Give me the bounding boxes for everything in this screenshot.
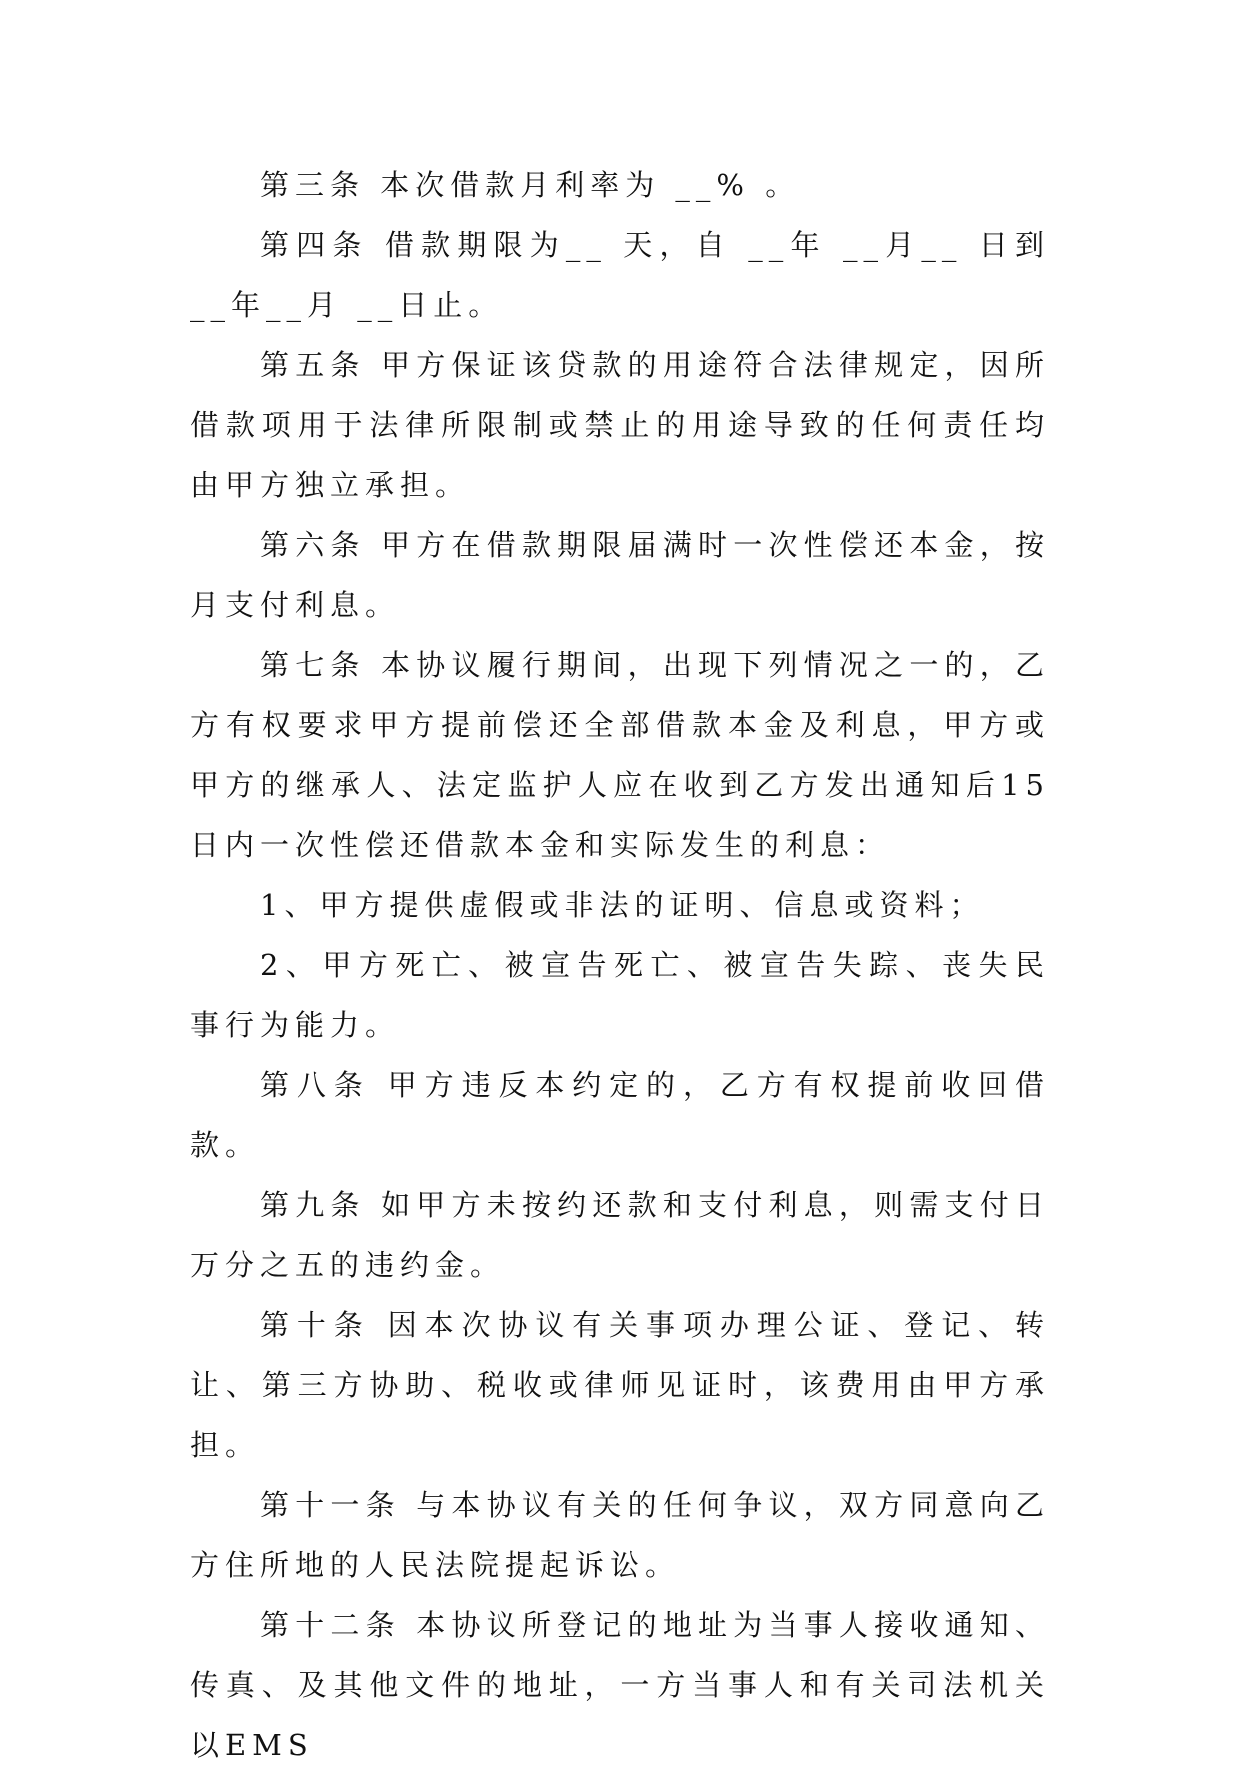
- article-5-loan-purpose: 第五条 甲方保证该贷款的用途符合法律规定，因所借款项用于法律所限制或禁止的用途导致的任何责任均由甲方独立承担。: [190, 348, 1050, 502]
- article-3-interest-rate: 第三条 本次借款月利率为 __% 。: [260, 168, 801, 202]
- article-12-notice-address: 第十二条 本协议所登记的地址为当事人接收通知、传真、及其他文件的地址，一方当事人和有关司法机关以EMS: [190, 1608, 1050, 1762]
- article-10-fees: 第十条 因本次协议有关事项办理公证、登记、转让、第三方协助、税收或律师见证时，该费用由甲方承担。: [190, 1308, 1050, 1462]
- article-7-item-1: 1、甲方提供虚假或非法的证明、信息或资料；: [260, 888, 985, 922]
- article-7-item-2: 2、甲方死亡、被宣告死亡、被宣告失踪、丧失民事行为能力。: [190, 948, 1050, 1042]
- article-9-penalty: 第九条 如甲方未按约还款和支付利息，则需支付日万分之五的违约金。: [190, 1188, 1050, 1282]
- article-7-early-repayment: 第七条 本协议履行期间，出现下列情况之一的，乙方有权要求甲方提前偿还全部借款本金及利息，甲方或甲方的继承人、法定监护人应在收到乙方发出通知后15日内一次性偿还借款本金和实际发生的利息：: [190, 648, 1050, 862]
- document-body: [190, 155, 1050, 1775]
- article-8-breach: 第八条 甲方违反本约定的，乙方有权提前收回借款。: [190, 1068, 1050, 1162]
- article-4-loan-term: 第四条 借款期限为__ 天，自 __年 __月__ 日到 __年__月 __日止。: [190, 228, 1050, 322]
- article-11-disputes: 第十一条 与本协议有关的任何争议，双方同意向乙方住所地的人民法院提起诉讼。: [190, 1488, 1050, 1582]
- article-6-repayment: 第六条 甲方在借款期限届满时一次性偿还本金，按月支付利息。: [190, 528, 1050, 622]
